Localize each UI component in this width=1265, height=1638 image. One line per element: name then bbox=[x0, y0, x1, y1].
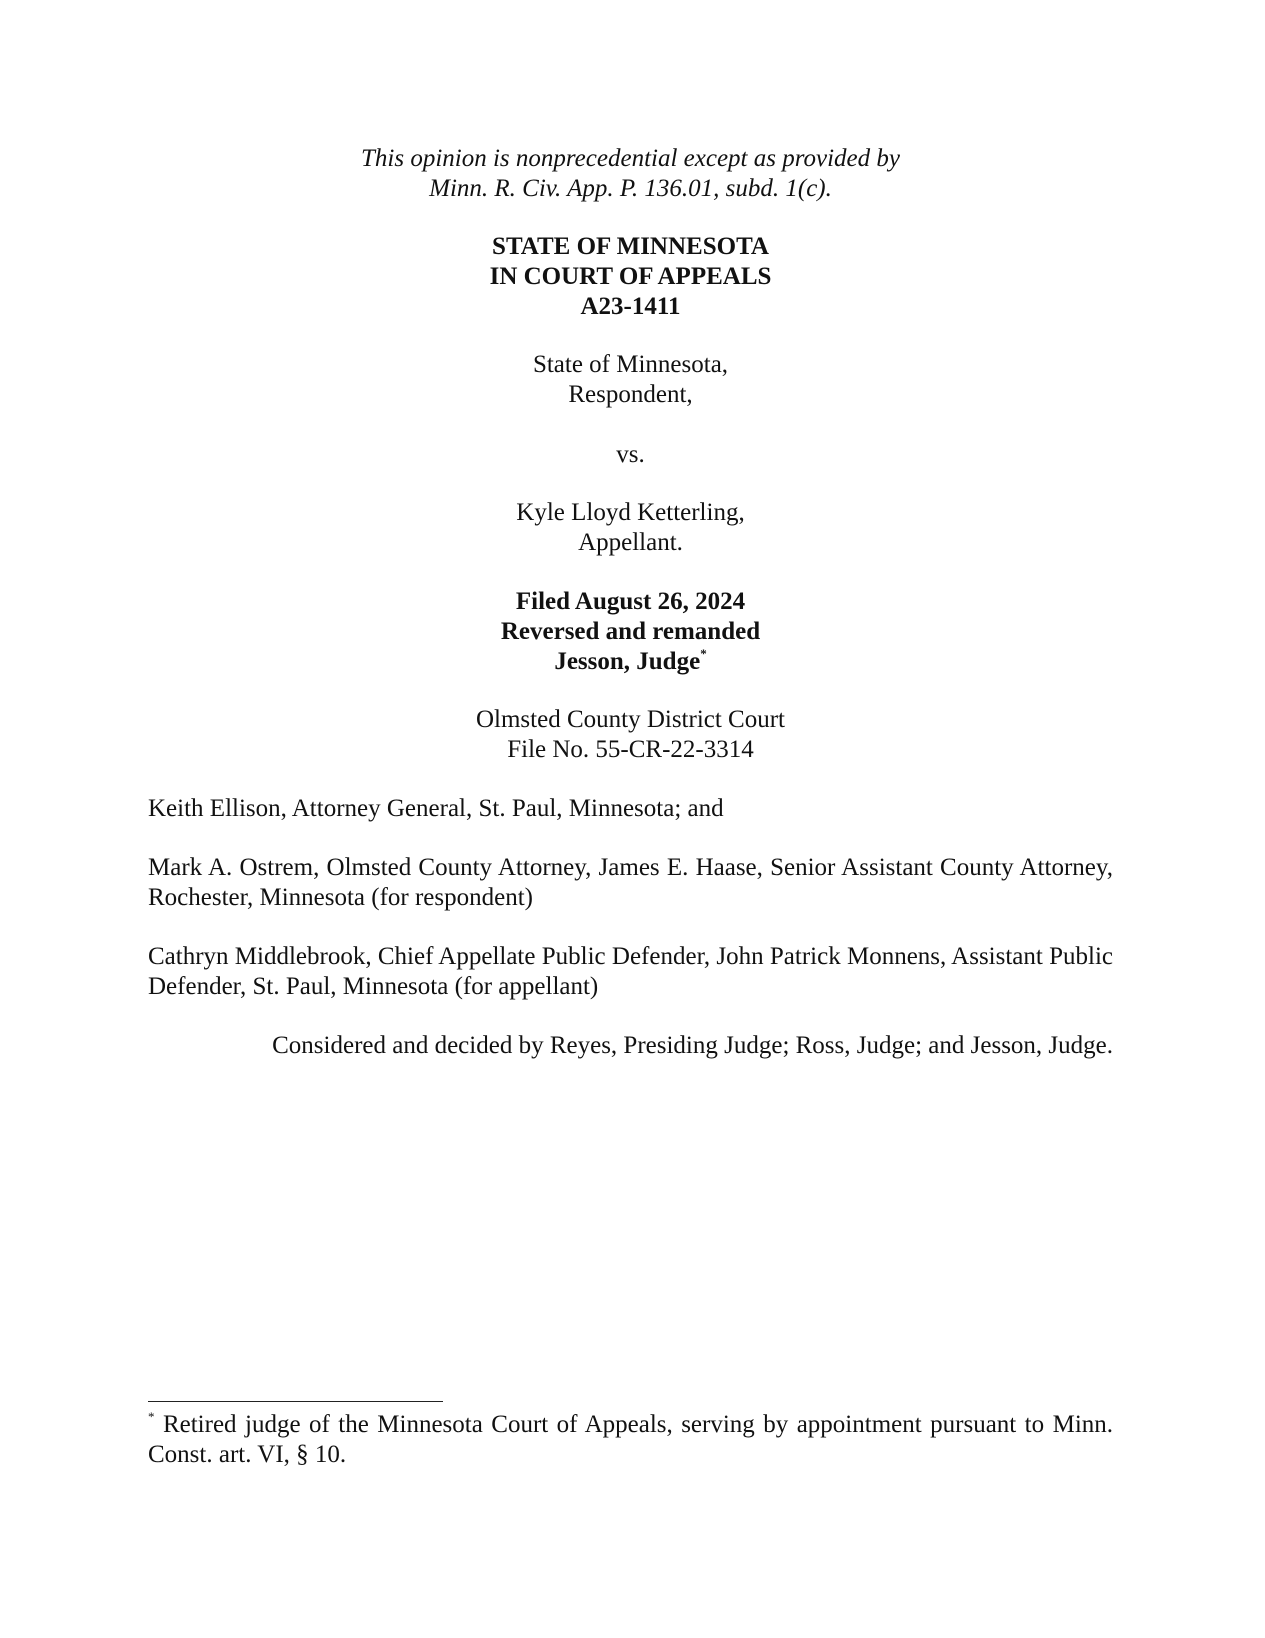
appellant-name: Kyle Lloyd Ketterling, bbox=[516, 499, 745, 526]
versus-text: vs. bbox=[616, 441, 645, 468]
notice-line-2: Minn. R. Civ. App. P. 136.01, subd. 1(c). bbox=[429, 175, 832, 202]
appellant-block bbox=[148, 498, 1113, 558]
notice-line-1: This opinion is nonprecedential except as provided by bbox=[360, 145, 900, 172]
disposition: Reversed and remanded bbox=[500, 618, 761, 645]
counsel-attorney-general: Keith Ellison, Attorney General, St. Paul, Minnesota; and bbox=[148, 795, 724, 822]
authoring-judge-name: Jesson, Judge bbox=[554, 648, 701, 675]
district-court-name: Olmsted County District Court bbox=[475, 706, 786, 733]
court-caption bbox=[148, 232, 1113, 322]
footnote-text: Retired judge of the Minnesota Court of Appeals, serving by appointment pursuant to Minn. Const. art. VI, § 10. bbox=[148, 1411, 1114, 1468]
respondent-block bbox=[148, 350, 1113, 410]
nonprecedential-notice bbox=[148, 144, 1113, 204]
footnote-mark: * bbox=[148, 1409, 155, 1424]
respondent-role: Respondent, bbox=[568, 381, 693, 408]
footnote bbox=[148, 1410, 1113, 1470]
decision-block bbox=[148, 587, 1113, 677]
counsel-respondent: Mark A. Ostrem, Olmsted County Attorney, James E. Haase, Senior Assistant County Attorney, Rochester, Minnesota (for respondent) bbox=[148, 854, 1113, 911]
appellant-role: Appellant. bbox=[578, 529, 683, 556]
court-name: IN COURT OF APPEALS bbox=[489, 263, 772, 290]
counsel-appellant: Cathryn Middlebrook, Chief Appellate Public Defender, John Patrick Monnens, Assistant Public Defender, St. Paul, Minnesota (for appellant) bbox=[148, 943, 1113, 1000]
footnote-divider bbox=[148, 1401, 443, 1402]
district-file-number: File No. 55-CR-22-3314 bbox=[507, 736, 754, 763]
panel-statement: Considered and decided by Reyes, Presiding Judge; Ross, Judge; and Jesson, Judge. bbox=[272, 1032, 1113, 1059]
respondent-name: State of Minnesota, bbox=[532, 351, 729, 378]
lower-court-block bbox=[148, 705, 1113, 765]
docket-number: A23-1411 bbox=[580, 293, 681, 320]
authoring-judge bbox=[148, 647, 1113, 677]
footnote-reference-mark: * bbox=[700, 646, 707, 661]
filed-date: Filed August 26, 2024 bbox=[515, 588, 746, 615]
court-state: STATE OF MINNESOTA bbox=[492, 233, 769, 260]
versus bbox=[148, 440, 1113, 470]
